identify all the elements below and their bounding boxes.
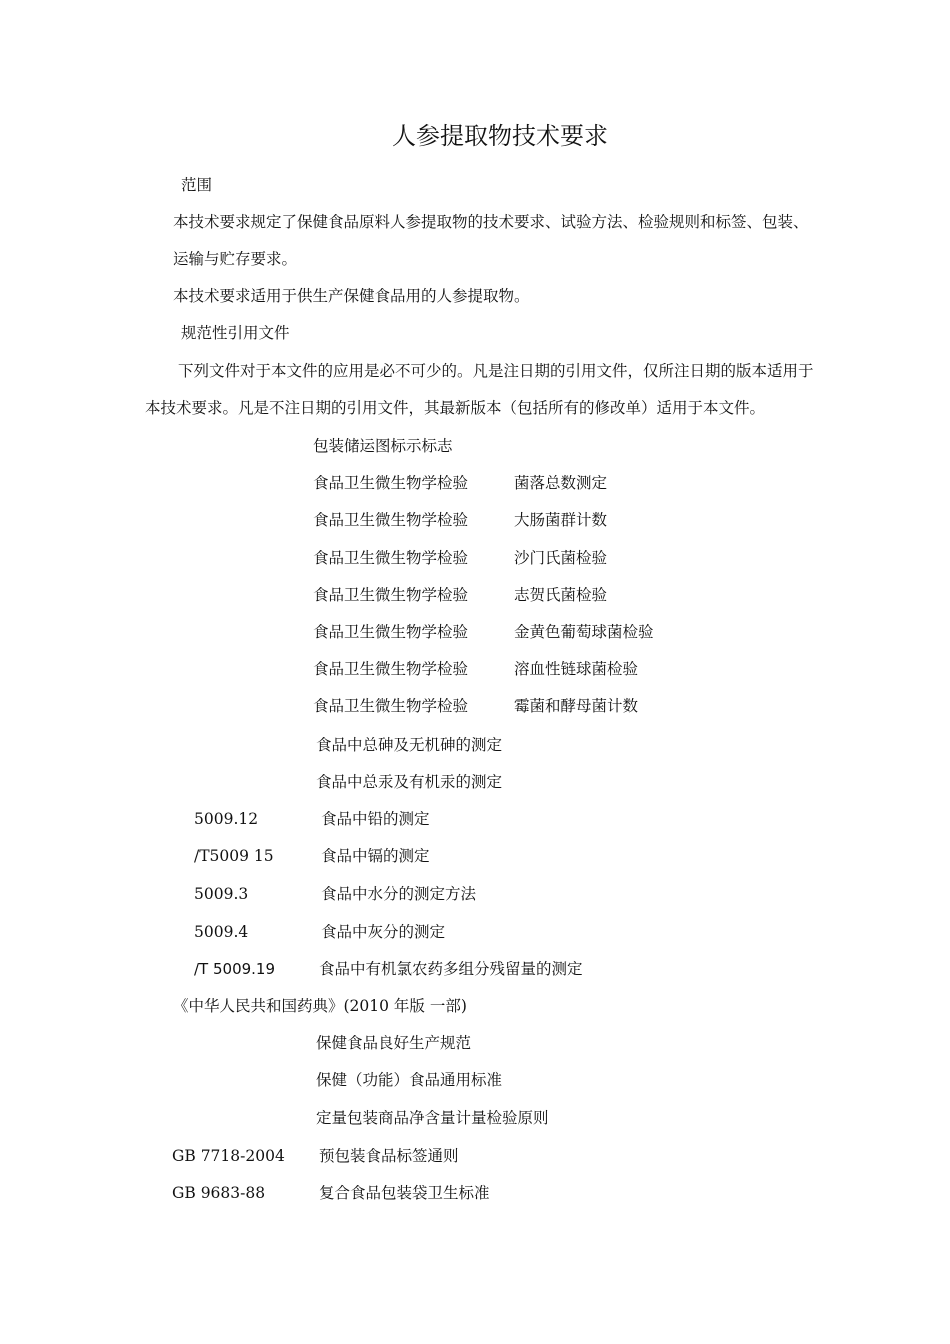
reference-item-subtitle: 大肠菌群计数 [514,511,608,529]
reference-item: 食品中镉的测定 [321,847,430,865]
reference-item: 食品中总汞及有机汞的测定 [316,773,503,791]
reference-item: 食品卫生微生物学检验 [313,623,469,641]
reference-item: 定量包装商品净含量计量检验原则 [316,1109,549,1127]
reference-code: 5009.3 [194,885,249,903]
reference-code: /T 5009.19 [194,960,276,978]
scope-paragraph-line-2: 运输与贮存要求。 [173,250,298,268]
reference-code: GB 7718-2004 [172,1147,285,1165]
reference-item-subtitle: 金黄色葡萄球菌检验 [514,623,654,641]
reference-item: 包装储运图标示标志 [313,437,453,455]
scope-paragraph-line-1: 本技术要求规定了保健食品原料人参提取物的技术要求、试验方法、检验规则和标签、包装、 [173,213,809,231]
reference-item-subtitle: 菌落总数测定 [514,474,608,492]
reference-item: 食品卫生微生物学检验 [313,586,469,604]
reference-item: 食品卫生微生物学检验 [313,511,469,529]
reference-item-subtitle: 溶血性链球菌检验 [514,660,639,678]
section-heading-normative-references: 规范性引用文件 [181,324,290,342]
reference-item: 食品中水分的测定方法 [321,885,477,903]
references-paragraph-line-2: 本技术要求。凡是不注日期的引用文件，其最新版本（包括所有的修改单）适用于本文件。 [145,399,766,417]
reference-code: 5009.4 [194,923,249,941]
reference-item: 食品卫生微生物学检验 [313,660,469,678]
reference-code: /T5009 15 [194,847,274,865]
reference-item: 保健（功能）食品通用标准 [316,1071,503,1089]
section-heading-scope: 范围 [181,176,213,194]
reference-item: 食品中总砷及无机砷的测定 [316,736,503,754]
reference-item: 保健食品良好生产规范 [316,1034,472,1052]
reference-item: 食品卫生微生物学检验 [313,474,469,492]
reference-code: 5009.12 [194,810,259,828]
reference-item: 复合食品包装袋卫生标准 [319,1184,490,1202]
reference-item: 食品中铅的测定 [321,810,430,828]
scope-paragraph-2: 本技术要求适用于供生产保健食品用的人参提取物。 [173,287,530,305]
reference-item: 食品中有机氯农药多组分残留量的测定 [319,960,583,978]
reference-item-subtitle: 沙门氏菌检验 [514,549,608,567]
reference-item: 食品卫生微生物学检验 [313,697,469,715]
reference-item: 食品中灰分的测定 [321,923,446,941]
references-paragraph-line-1: 下列文件对于本文件的应用是必不可少的。凡是注日期的引用文件，仅所注日期的版本适用于 [178,362,814,380]
document-title: 人参提取物技术要求 [392,122,608,150]
reference-item-subtitle: 志贺氏菌检验 [514,586,608,604]
reference-code: GB 9683-88 [172,1184,266,1202]
reference-item: 《中华人民共和国药典》(2010 年版 一部) [173,997,467,1015]
reference-item: 预包装食品标签通则 [319,1147,459,1165]
reference-item-subtitle: 霉菌和酵母菌计数 [514,697,639,715]
reference-item: 食品卫生微生物学检验 [313,549,469,567]
